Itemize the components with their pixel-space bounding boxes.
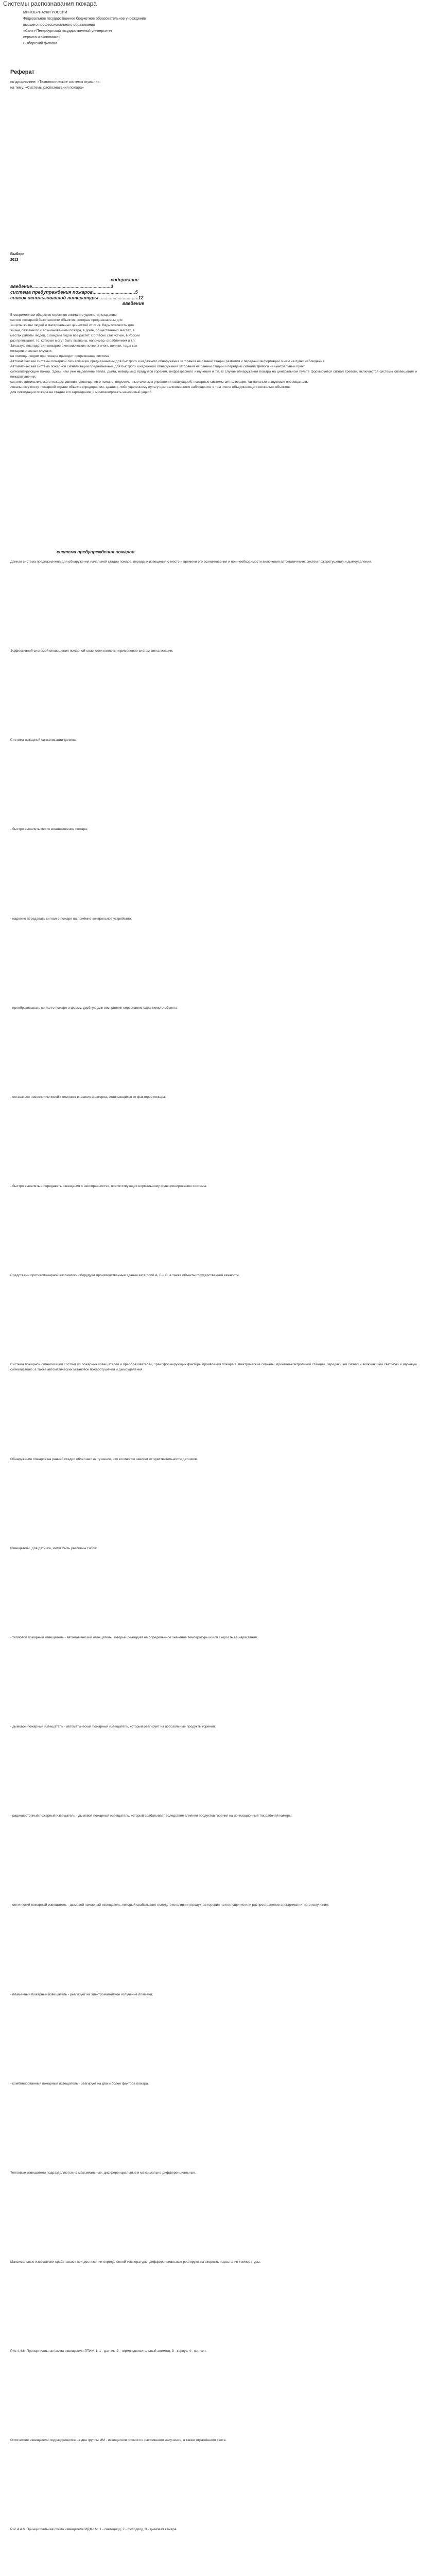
- header-line: Выборгский филиал: [23, 42, 57, 45]
- section-paragraph: Обнаружение пожаров на ранней стадии облегчает их тушение, что во многом зависит от чувствительности датчиков.: [10, 1457, 198, 1461]
- section-paragraph: - преобразовывать сигнал о пожаре в форму, удобную для восприятия персоналом охраняемого объекта;: [10, 1006, 178, 1010]
- referat-subtitle: [10, 79, 371, 91]
- intro-paragraph: Автоматические системы пожарной сигнализации предназначены для быстрого и надежного обнаружения загорания на ранней стадии развития и передачи информации о нем на пульт наблюдения.: [10, 360, 325, 363]
- toc-entry[interactable]: введение.............................................................3: [10, 284, 113, 289]
- toc-entry[interactable]: список использованной литературы ..............................12: [10, 295, 144, 300]
- section-paragraph: Эффективной системой оповещения пожарной опасности является применение систем сигнализации.: [10, 649, 173, 653]
- section-paragraph: Тепловые извещатели подразделяются на максимальные, дифференциальные и максимально-дифференциальные.: [10, 2171, 196, 2175]
- section-paragraph: - пламенный пожарный извещатель - реагирует на электромагнитное излучение пламени;: [10, 1992, 153, 1996]
- header-line: «Санкт-Петербургский государственный университет: [23, 29, 112, 33]
- section-paragraph: Максимальные извещатели срабатывают при достижении определённой температуры, дифференциальные реагируют на скорость нарастания температуры.: [10, 2260, 261, 2264]
- intro-paragraph: местах работы людей, с каждым годом все растет. Согласно статистике, в России: [10, 334, 140, 337]
- section-paragraph: Рис.4.4.6. Принципиальная схема извещателя ПТИМ-1: 1 - датчик, 2 - термочувствительный элемент, 3 - корпус, 4 - контакт.: [10, 2349, 207, 2353]
- section-paragraph: - тепловой пожарный извещатель - автоматический извещатель, который реагирует на определенное значение температуры и/или скорость её нарастания;: [10, 1635, 258, 1639]
- referat-title: Реферат: [10, 69, 35, 75]
- intro-paragraph: раз превышает, то, которые могут быть вызваны, например, ограблением и т.п.: [10, 339, 136, 343]
- section-paragraph: - дымовой пожарный извещатель - автоматический пожарный извещатель, который реагирует на аэрозольные продукты горения;: [10, 1725, 216, 1729]
- section-heading: система предупреждения пожаров: [57, 549, 135, 554]
- intro-paragraph: систем пожарной безопасности объектов, которые предназначены для: [10, 318, 123, 322]
- section-paragraph: Средствами противопожарной автоматики оборудуют производственные здания категорий А, Б и В, а также объекты государственной важности.: [10, 1274, 240, 1278]
- intro-paragraph: Автоматическая система пожарной сигнализации предназначена для быстрого и надежного обнаружения загорания на ранней стадии и передачи сигнала тревоги на центральный пульт.: [10, 365, 306, 368]
- header-line: МИНОБРНАУКИ РОССИИ: [23, 11, 67, 14]
- header-line: высшего профессионального образования: [23, 23, 95, 27]
- place-year: [10, 251, 24, 263]
- section-paragraph: Рис.4.4.6. Принципиальная схема извещателя ИДФ-1М: 1 - светодиод, 2 - фотодиод, 3 - дымовая камера.: [10, 2528, 178, 2532]
- toc-heading: содержание: [111, 277, 139, 282]
- intro-paragraph: сигнализирующие пожар. Здесь нам уже выделение тепла, дыма, невидимых продуктов горения, инфракрасного излучения и т.п. В случае обнаружения пожара на центральном пульте формируется сигнал тревоги, включаются системы оповещения и пожаротушения.: [10, 370, 417, 379]
- city: Выборг: [10, 252, 24, 256]
- intro-paragraph: жизни, связанного с возникновением пожара, в доме, общественных местах, в: [10, 329, 135, 332]
- section-body: [10, 560, 417, 2576]
- section-paragraph: Данная система предназначена для обнаружения начальной стадии пожара, передачи извещения о месте и времени его возникновения и при необходимости включения автоматических систем пожаротушения и дымоудаления.: [10, 560, 372, 564]
- section-paragraph: - радиоизотопный пожарный извещатель - дымовой пожарный извещатель, который срабатывает вследствие влияния продуктов горения на ионизационный ток рабочей камеры;: [10, 1814, 292, 1818]
- toc-entry[interactable]: система предупреждения пожаров.................................5: [10, 290, 138, 295]
- intro-paragraph: Зачастую последствия пожаров в человеческих потерях очень велики, тогда как: [10, 344, 137, 348]
- document-title: Системы распознавания пожара: [3, 0, 97, 7]
- referat-discipline: по дисциплине: «Технологические системы отрасли».: [10, 80, 101, 84]
- header-line: Федеральное государственное бюджетное образовательное учреждение: [23, 17, 146, 21]
- section-paragraph: - быстро выявлять место возникновения пожара;: [10, 827, 88, 832]
- intro-paragraph: на помощь людям при пожаре приходит современная система: [10, 354, 110, 358]
- institution-header: [23, 10, 425, 47]
- intro-paragraph: В современном обществе огромное внимание уделяется созданию: [10, 313, 117, 317]
- header-line: сервиса и экономики»: [23, 36, 61, 39]
- section-paragraph: Извещатели, для датчика, могут быть различны типов:: [10, 1546, 97, 1550]
- table-of-contents: [10, 284, 412, 307]
- section-paragraph: Система пожарной сигнализации состоит из пожарных извещателей и преобразователей, трансформирующих факторы проявления пожара в электрические сигналы; приемно-контрольной станции, передающей сигнал и включающей световую и звуковую сигнализацию; а также автоматических установок пожаротушения и дымоудаления.: [10, 1363, 417, 1372]
- section-paragraph: - оптический пожарный извещатель - дымовой пожарный извещатель, который срабатывает вследствие влияния продуктов горения на поглощение или распространение электромагнитного излучения;: [10, 1903, 329, 1907]
- intro-paragraph: пожаров опасных случаях: [10, 349, 52, 353]
- section-paragraph: - быстро выявлять и передавать извещения о неисправностях, препятствующих нормальному функционированию системы.: [10, 1184, 207, 1189]
- intro-paragraph: системе автоматического пожаротушения, оповещения о пожаре, подключенные системы управления эвакуацией, пожарные системы сигнализации, сигнальные и звуковые оповещатели.: [10, 380, 308, 384]
- intro-heading: введение: [122, 301, 144, 306]
- year: 2013: [10, 258, 19, 262]
- section-paragraph: Система пожарной сигнализации должна:: [10, 738, 77, 742]
- intro-body: [10, 313, 417, 395]
- section-paragraph: Оптические извещатели подразделяются на два группы ИМ - извещатели прямого и рассеянного излучения, а также отражённого света.: [10, 2438, 226, 2443]
- section-paragraph: - комбинированный пожарный извещатель - реагирует на два и более фактора пожара.: [10, 2081, 149, 2086]
- intro-paragraph: локальному посту, пожарной охране объекта (предприятия, здания), либо удаленному пульту централизованного наблюдения, в том числе объединяющего несколько объектов.: [10, 385, 291, 389]
- referat-topic: на тему: «Системы распознавания пожара»: [10, 86, 84, 90]
- intro-paragraph: защиты жизни людей и материальных ценностей от огня. Ведь опасность для: [10, 324, 134, 327]
- section-paragraph: - оставаться невосприимчивой к влиянию внешних факторов, отличающихся от факторов пожара;: [10, 1095, 166, 1099]
- section-paragraph: - надежно передавать сигнал о пожаре на приёмно-контрольное устройство;: [10, 917, 132, 921]
- intro-paragraph: для ликвидации пожара на стадии его зарождения, и минимизировать наносимый ущерб.: [10, 391, 153, 394]
